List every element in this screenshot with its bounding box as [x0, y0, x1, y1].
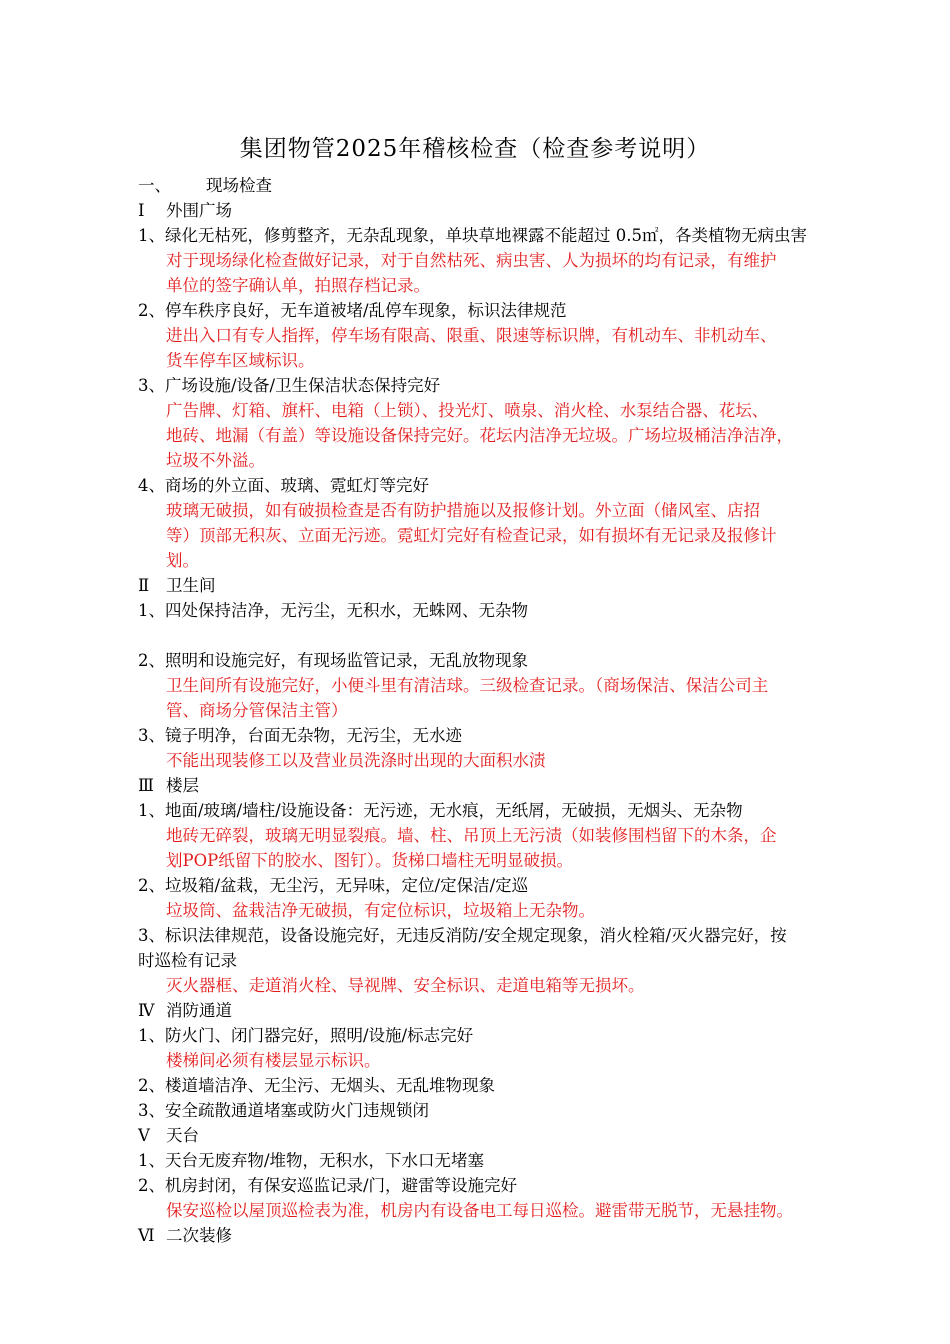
subsection-number: Ⅳ [138, 1001, 155, 1020]
section-title: 现场检查 [206, 176, 272, 195]
check-item-continued: 时巡检有记录 [138, 951, 237, 970]
check-item: 2、楼道墙洁净、无尘污、无烟头、无乱堆物现象 [138, 1076, 495, 1095]
note-line: 垃圾筒、盆栽洁净无破损，有定位标识，垃圾箱上无杂物。 [166, 901, 595, 920]
note-line: 划POP纸留下的胶水、图钉）。货梯口墙柱无明显破损。 [166, 851, 573, 870]
subsection-title: 天台 [166, 1126, 199, 1145]
check-item: 1、防火门、闭门器完好，照明/设施/标志完好 [138, 1026, 474, 1045]
check-item: 4、商场的外立面、玻璃、霓虹灯等完好 [138, 476, 429, 495]
blank-line [138, 623, 888, 648]
check-item: 1、天台无废弃物/堆物，无积水，下水口无堵塞 [138, 1151, 485, 1170]
subsection-title: 消防通道 [166, 1001, 232, 1020]
check-item: 2、垃圾箱/盆栽，无尘污，无异味，定位/定保洁/定巡 [138, 876, 529, 895]
section-heading [138, 173, 888, 198]
subsection-number: Ⅵ [138, 1226, 155, 1245]
subsection-title: 卫生间 [166, 576, 216, 595]
check-item: 2、机房封闭，有保安巡监记录/门，避雷等设施完好 [138, 1176, 518, 1195]
note-line: 进出入口有专人指挥，停车场有限高、限重、限速等标识牌，有机动车、非机动车、 [166, 326, 777, 345]
subsection-number: Ⅱ [138, 576, 150, 595]
check-item: 3、安全疏散通道堵塞或防火门违规锁闭 [138, 1101, 429, 1120]
note-line: 垃圾不外溢。 [166, 451, 265, 470]
subsection-heading [138, 1123, 888, 1148]
check-item: 1、绿化无枯死，修剪整齐，无杂乱现象，单块草地裸露不能超过 0.5㎡，各类植物无病虫害 [138, 226, 807, 245]
note-line: 不能出现装修工以及营业员洗涤时出现的大面积水渍 [166, 751, 546, 770]
note-line: 保安巡检以屋顶巡检表为准，机房内有设备电工每日巡检。避雷带无脱节，无悬挂物。 [166, 1201, 793, 1220]
document-body [138, 173, 888, 1248]
subsection-title: 外围广场 [166, 201, 232, 220]
check-item: 1、地面/玻璃/墙柱/设施设备：无污迹，无水痕，无纸屑，无破损，无烟头、无杂物 [138, 801, 743, 820]
note-line: 单位的签字确认单，拍照存档记录。 [166, 276, 430, 295]
subsection-heading [138, 773, 888, 798]
subsection-heading [138, 573, 888, 598]
subsection-heading [138, 998, 888, 1023]
note-line: 地砖、地漏（有盖）等设施设备保持完好。花坛内洁净无垃圾。广场垃圾桶洁净洁净， [166, 426, 793, 445]
note-line: 货车停车区域标识。 [166, 351, 315, 370]
check-item: 1、四处保持洁净，无污尘，无积水，无蛛网、无杂物 [138, 601, 528, 620]
check-item: 3、镜子明净，台面无杂物，无污尘，无水迹 [138, 726, 462, 745]
check-item: 2、停车秩序良好，无车道被堵/乱停车现象，标识法律规范 [138, 301, 567, 320]
subsection-heading [138, 198, 888, 223]
note-line: 灭火器框、走道消火栓、导视牌、安全标识、走道电箱等无损坏。 [166, 976, 645, 995]
subsection-number: Ⅰ [138, 201, 145, 220]
note-line: 等）顶部无积灰、立面无污迹。霓虹灯完好有检查记录，如有损坏有无记录及报修计 [166, 526, 777, 545]
note-line: 玻璃无破损，如有破损检查是否有防护措施以及报修计划。外立面（储风室、店招 [166, 501, 760, 520]
subsection-title: 楼层 [166, 776, 199, 795]
note-line: 地砖无碎裂，玻璃无明显裂痕。墙、柱、吊顶上无污渍（如装修围档留下的木条，企 [166, 826, 777, 845]
note-line: 楼梯间必须有楼层显示标识。 [166, 1051, 381, 1070]
subsection-number: Ⅴ [138, 1126, 150, 1145]
note-line: 卫生间所有设施完好，小便斗里有清洁球。三级检查记录。（商场保洁、保洁公司主 [166, 676, 769, 695]
section-number: 一、 [138, 176, 171, 195]
note-line: 广告牌、灯箱、旗杆、电箱（上锁）、投光灯、喷泉、消火栓、水泵结合器、花坛、 [166, 401, 769, 420]
check-item: 3、广场设施/设备/卫生保洁状态保持完好 [138, 376, 441, 395]
check-item: 3、标识法律规范，设备设施完好，无违反消防/安全规定现象，消火栓箱/灭火器完好，按 [138, 926, 787, 945]
note-line: 划。 [166, 551, 199, 570]
check-item: 2、照明和设施完好，有现场监管记录，无乱放物现象 [138, 651, 528, 670]
document-title: 集团物管2025年稽核检查（检查参考说明） [239, 136, 711, 162]
subsection-number: Ⅲ [138, 776, 154, 795]
subsection-title: 二次装修 [166, 1226, 232, 1245]
note-line: 管、商场分管保洁主管） [166, 701, 348, 720]
subsection-heading [138, 1223, 888, 1248]
note-line: 对于现场绿化检查做好记录，对于自然枯死、病虫害、人为损坏的均有记录，有维护 [166, 251, 777, 270]
